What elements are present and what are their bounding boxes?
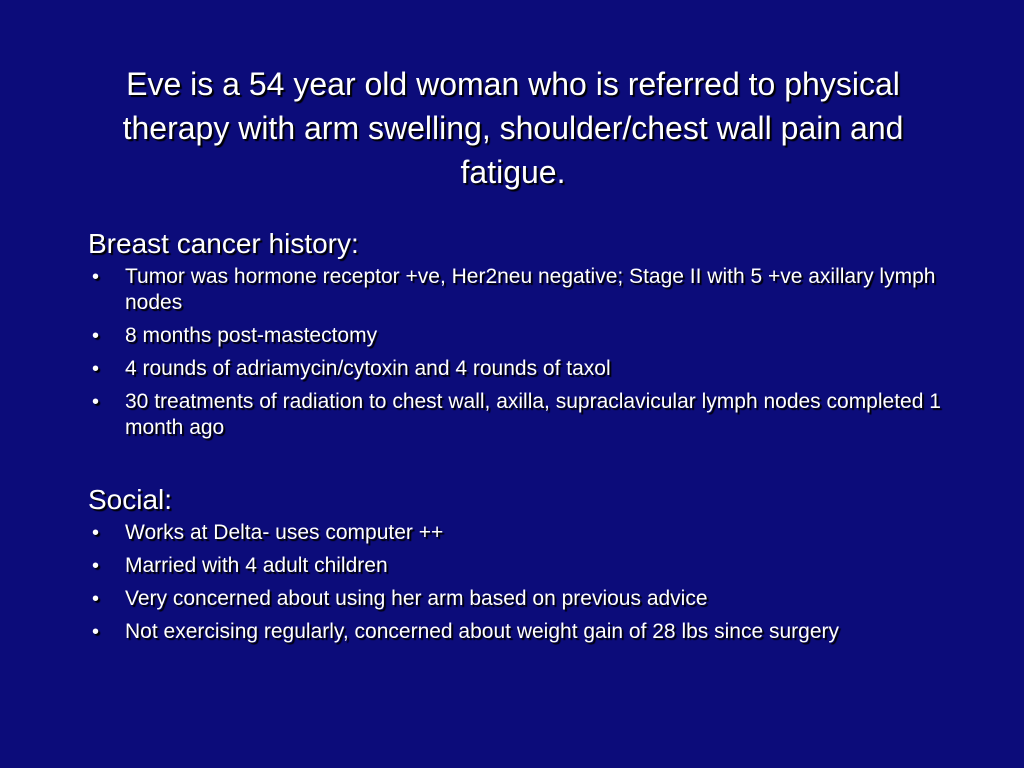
list-item-text: 30 treatments of radiation to chest wall, axilla, supraclavicular lymph nodes completed 1 month ago (125, 390, 941, 439)
list-item (88, 264, 948, 316)
bullet-icon: • (92, 325, 100, 347)
list-item (88, 619, 948, 645)
section-social (88, 482, 948, 652)
bullet-icon: • (92, 588, 100, 610)
bullet-icon: • (92, 266, 100, 288)
list-item (88, 586, 948, 612)
bullet-list (88, 520, 948, 645)
bullet-list (88, 264, 948, 441)
bullet-icon: • (92, 391, 100, 413)
list-item (88, 356, 948, 382)
list-item (88, 520, 948, 546)
slide-title: Eve is a 54 year old woman who is referred to physical therapy with arm swelling, shoulder/chest wall pain and fatigue. (122, 66, 904, 190)
list-item (88, 323, 948, 349)
bullet-icon: • (92, 522, 100, 544)
bullet-icon: • (92, 555, 100, 577)
section-heading: Breast cancer history: (88, 228, 359, 259)
list-item (88, 389, 948, 441)
list-item-text: 4 rounds of adriamycin/cytoxin and 4 rounds of taxol (125, 357, 611, 380)
bullet-icon: • (92, 621, 100, 643)
list-item-text: Very concerned about using her arm based on previous advice (125, 587, 708, 610)
section-heading: Social: (88, 484, 173, 515)
list-item-text: Married with 4 adult children (125, 554, 388, 577)
list-item-text: Works at Delta- uses computer ++ (125, 521, 444, 544)
list-item-text: 8 months post-mastectomy (125, 324, 378, 347)
list-item (88, 553, 948, 579)
section-breast-cancer-history (88, 226, 948, 448)
list-item-text: Tumor was hormone receptor +ve, Her2neu negative; Stage II with 5 +ve axillary lymph nodes (125, 265, 936, 314)
bullet-icon: • (92, 358, 100, 380)
list-item-text: Not exercising regularly, concerned about weight gain of 28 lbs since surgery (125, 620, 839, 643)
